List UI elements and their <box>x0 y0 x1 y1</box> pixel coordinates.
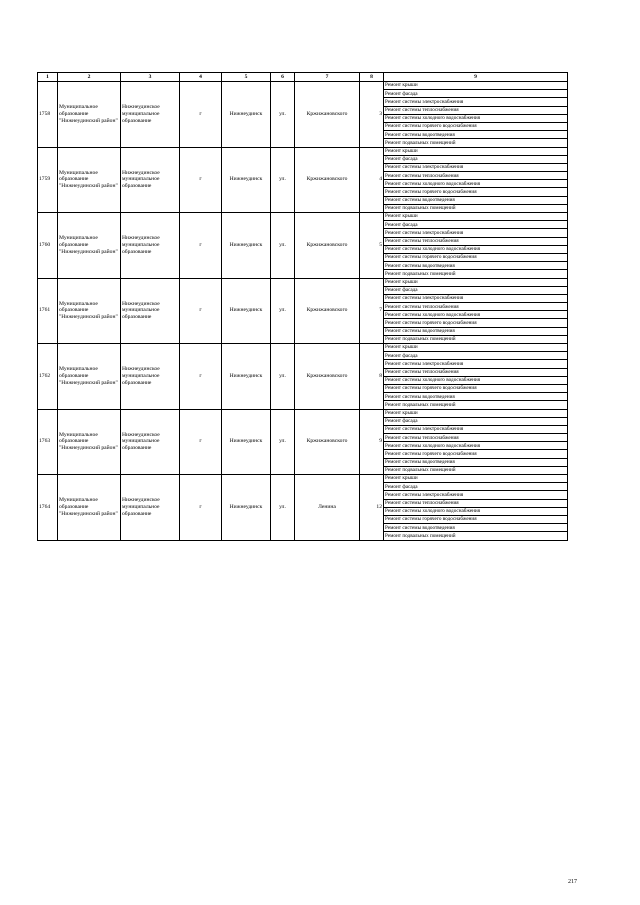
work-item-cell: Ремонт фасада <box>384 286 568 294</box>
municipality-cell: Нижнеудинское муниципальное образование <box>121 213 180 279</box>
column-header: 9 <box>384 73 568 82</box>
address-work-table <box>37 72 568 541</box>
settlement-cell: Нижнеудинск <box>222 344 271 410</box>
street-type-cell: ул. <box>271 147 295 213</box>
house-number-cell: 7 <box>360 278 384 344</box>
work-item-cell: Ремонт системы горячего водоснабжения <box>384 188 568 196</box>
work-item-cell: Ремонт системы теплоснабжения <box>384 106 568 114</box>
work-item-cell: Ремонт системы водоотведения <box>384 131 568 139</box>
work-item-cell: Ремонт подвальных помещений <box>384 335 568 343</box>
column-header: 1 <box>38 73 58 82</box>
settlement-type-cell: г <box>180 147 222 213</box>
street-type-cell: ул. <box>271 82 295 148</box>
column-header-row <box>38 73 568 82</box>
work-item-cell: Ремонт крыши <box>384 147 568 155</box>
work-item-cell: Ремонт системы холодного водоснабжения <box>384 180 568 188</box>
work-item-cell: Ремонт системы электроснабжения <box>384 229 568 237</box>
work-item-cell: Ремонт системы холодного водоснабжения <box>384 114 568 122</box>
street-type-cell: ул. <box>271 213 295 279</box>
work-item-cell: Ремонт подвальных помещений <box>384 532 568 540</box>
house-number-cell: 4 <box>360 147 384 213</box>
work-item-cell: Ремонт системы холодного водоснабжения <box>384 442 568 450</box>
street-type-cell: ул. <box>271 409 295 475</box>
work-item-cell: Ремонт крыши <box>384 213 568 221</box>
row-number-cell: 1761 <box>38 278 58 344</box>
work-item-cell: Ремонт системы водоотведения <box>384 262 568 270</box>
column-header: 6 <box>271 73 295 82</box>
settlement-type-cell: г <box>180 409 222 475</box>
work-item-cell: Ремонт системы электроснабжения <box>384 163 568 171</box>
row-number-cell: 1759 <box>38 147 58 213</box>
settlement-type-cell: г <box>180 82 222 148</box>
table-row <box>38 213 568 221</box>
work-item-cell: Ремонт системы холодного водоснабжения <box>384 376 568 384</box>
row-number-cell: 1764 <box>38 475 58 541</box>
municipality-cell: Нижнеудинское муниципальное образование <box>121 475 180 541</box>
district-cell: Муниципальное образование "Нижнеудинский район" <box>58 344 121 410</box>
work-item-cell: Ремонт фасада <box>384 352 568 360</box>
settlement-type-cell: г <box>180 213 222 279</box>
house-number-cell: 5 <box>360 213 384 279</box>
work-item-cell: Ремонт системы водоотведения <box>384 393 568 401</box>
work-item-cell: Ремонт подвальных помещений <box>384 401 568 409</box>
work-item-cell: Ремонт фасада <box>384 90 568 98</box>
house-number-cell: 9 <box>360 409 384 475</box>
work-item-cell: Ремонт фасада <box>384 417 568 425</box>
work-item-cell: Ремонт системы холодного водоснабжения <box>384 311 568 319</box>
settlement-cell: Нижнеудинск <box>222 82 271 148</box>
work-item-cell: Ремонт системы электроснабжения <box>384 425 568 433</box>
work-item-cell: Ремонт подвальных помещений <box>384 466 568 474</box>
work-item-cell: Ремонт фасада <box>384 483 568 491</box>
work-item-cell: Ремонт системы горячего водоснабжения <box>384 319 568 327</box>
table-row <box>38 475 568 483</box>
page-number: 217 <box>568 879 577 885</box>
house-number-cell: 3 <box>360 82 384 148</box>
street-cell: Кржижановского <box>295 147 360 213</box>
table-row <box>38 82 568 90</box>
street-type-cell: ул. <box>271 475 295 541</box>
settlement-cell: Нижнеудинск <box>222 278 271 344</box>
settlement-cell: Нижнеудинск <box>222 147 271 213</box>
row-number-cell: 1762 <box>38 344 58 410</box>
work-item-cell: Ремонт системы теплоснабжения <box>384 368 568 376</box>
work-item-cell: Ремонт системы горячего водоснабжения <box>384 253 568 261</box>
street-cell: Кржижановского <box>295 409 360 475</box>
work-item-cell: Ремонт крыши <box>384 278 568 286</box>
municipality-cell: Нижнеудинское муниципальное образование <box>121 344 180 410</box>
settlement-cell: Нижнеудинск <box>222 475 271 541</box>
work-item-cell: Ремонт системы теплоснабжения <box>384 434 568 442</box>
work-item-cell: Ремонт подвальных помещений <box>384 139 568 147</box>
work-item-cell: Ремонт фасада <box>384 221 568 229</box>
work-item-cell: Ремонт системы водоотведения <box>384 458 568 466</box>
work-item-cell: Ремонт системы холодного водоснабжения <box>384 507 568 515</box>
municipality-cell: Нижнеудинское муниципальное образование <box>121 278 180 344</box>
work-item-cell: Ремонт крыши <box>384 82 568 90</box>
street-cell: Кржижановского <box>295 82 360 148</box>
table-row <box>38 344 568 352</box>
column-header: 8 <box>360 73 384 82</box>
district-cell: Муниципальное образование "Нижнеудинский район" <box>58 475 121 541</box>
work-item-cell: Ремонт системы теплоснабжения <box>384 237 568 245</box>
work-item-cell: Ремонт системы теплоснабжения <box>384 172 568 180</box>
work-item-cell: Ремонт системы горячего водоснабжения <box>384 450 568 458</box>
street-type-cell: ул. <box>271 344 295 410</box>
work-item-cell: Ремонт системы электроснабжения <box>384 98 568 106</box>
municipality-cell: Нижнеудинское муниципальное образование <box>121 409 180 475</box>
row-number-cell: 1760 <box>38 213 58 279</box>
column-header: 2 <box>58 73 121 82</box>
work-item-cell: Ремонт системы теплоснабжения <box>384 499 568 507</box>
work-item-cell: Ремонт крыши <box>384 475 568 483</box>
settlement-type-cell: г <box>180 344 222 410</box>
work-item-cell: Ремонт крыши <box>384 344 568 352</box>
house-number-cell: 8 <box>360 344 384 410</box>
work-item-cell: Ремонт системы электроснабжения <box>384 360 568 368</box>
district-cell: Муниципальное образование "Нижнеудинский район" <box>58 147 121 213</box>
street-type-cell: ул. <box>271 278 295 344</box>
municipality-cell: Нижнеудинское муниципальное образование <box>121 82 180 148</box>
municipality-cell: Нижнеудинское муниципальное образование <box>121 147 180 213</box>
column-header: 3 <box>121 73 180 82</box>
work-item-cell: Ремонт системы водоотведения <box>384 524 568 532</box>
work-item-cell: Ремонт системы горячего водоснабжения <box>384 384 568 392</box>
column-header: 4 <box>180 73 222 82</box>
column-header: 7 <box>295 73 360 82</box>
work-item-cell: Ремонт системы горячего водоснабжения <box>384 515 568 523</box>
row-number-cell: 1763 <box>38 409 58 475</box>
street-cell: Кржижановского <box>295 213 360 279</box>
row-number-cell: 1758 <box>38 82 58 148</box>
work-item-cell: Ремонт подвальных помещений <box>384 270 568 278</box>
street-cell: Кржижановского <box>295 278 360 344</box>
street-cell: Ленина <box>295 475 360 541</box>
table-row <box>38 278 568 286</box>
settlement-cell: Нижнеудинск <box>222 213 271 279</box>
work-item-cell: Ремонт системы холодного водоснабжения <box>384 245 568 253</box>
street-cell: Кржижановского <box>295 344 360 410</box>
work-item-cell: Ремонт системы теплоснабжения <box>384 303 568 311</box>
column-header: 5 <box>222 73 271 82</box>
table-row <box>38 147 568 155</box>
district-cell: Муниципальное образование "Нижнеудинский район" <box>58 278 121 344</box>
work-item-cell: Ремонт системы водоотведения <box>384 327 568 335</box>
district-cell: Муниципальное образование "Нижнеудинский район" <box>58 409 121 475</box>
district-cell: Муниципальное образование "Нижнеудинский район" <box>58 213 121 279</box>
work-item-cell: Ремонт системы водоотведения <box>384 196 568 204</box>
settlement-type-cell: г <box>180 278 222 344</box>
table-row <box>38 409 568 417</box>
work-item-cell: Ремонт крыши <box>384 409 568 417</box>
settlement-type-cell: г <box>180 475 222 541</box>
work-item-cell: Ремонт системы электроснабжения <box>384 491 568 499</box>
work-item-cell: Ремонт системы электроснабжения <box>384 294 568 302</box>
work-item-cell: Ремонт системы горячего водоснабжения <box>384 122 568 130</box>
work-item-cell: Ремонт фасада <box>384 155 568 163</box>
house-number-cell: 12 <box>360 475 384 541</box>
work-item-cell: Ремонт подвальных помещений <box>384 204 568 212</box>
settlement-cell: Нижнеудинск <box>222 409 271 475</box>
district-cell: Муниципальное образование "Нижнеудинский район" <box>58 82 121 148</box>
